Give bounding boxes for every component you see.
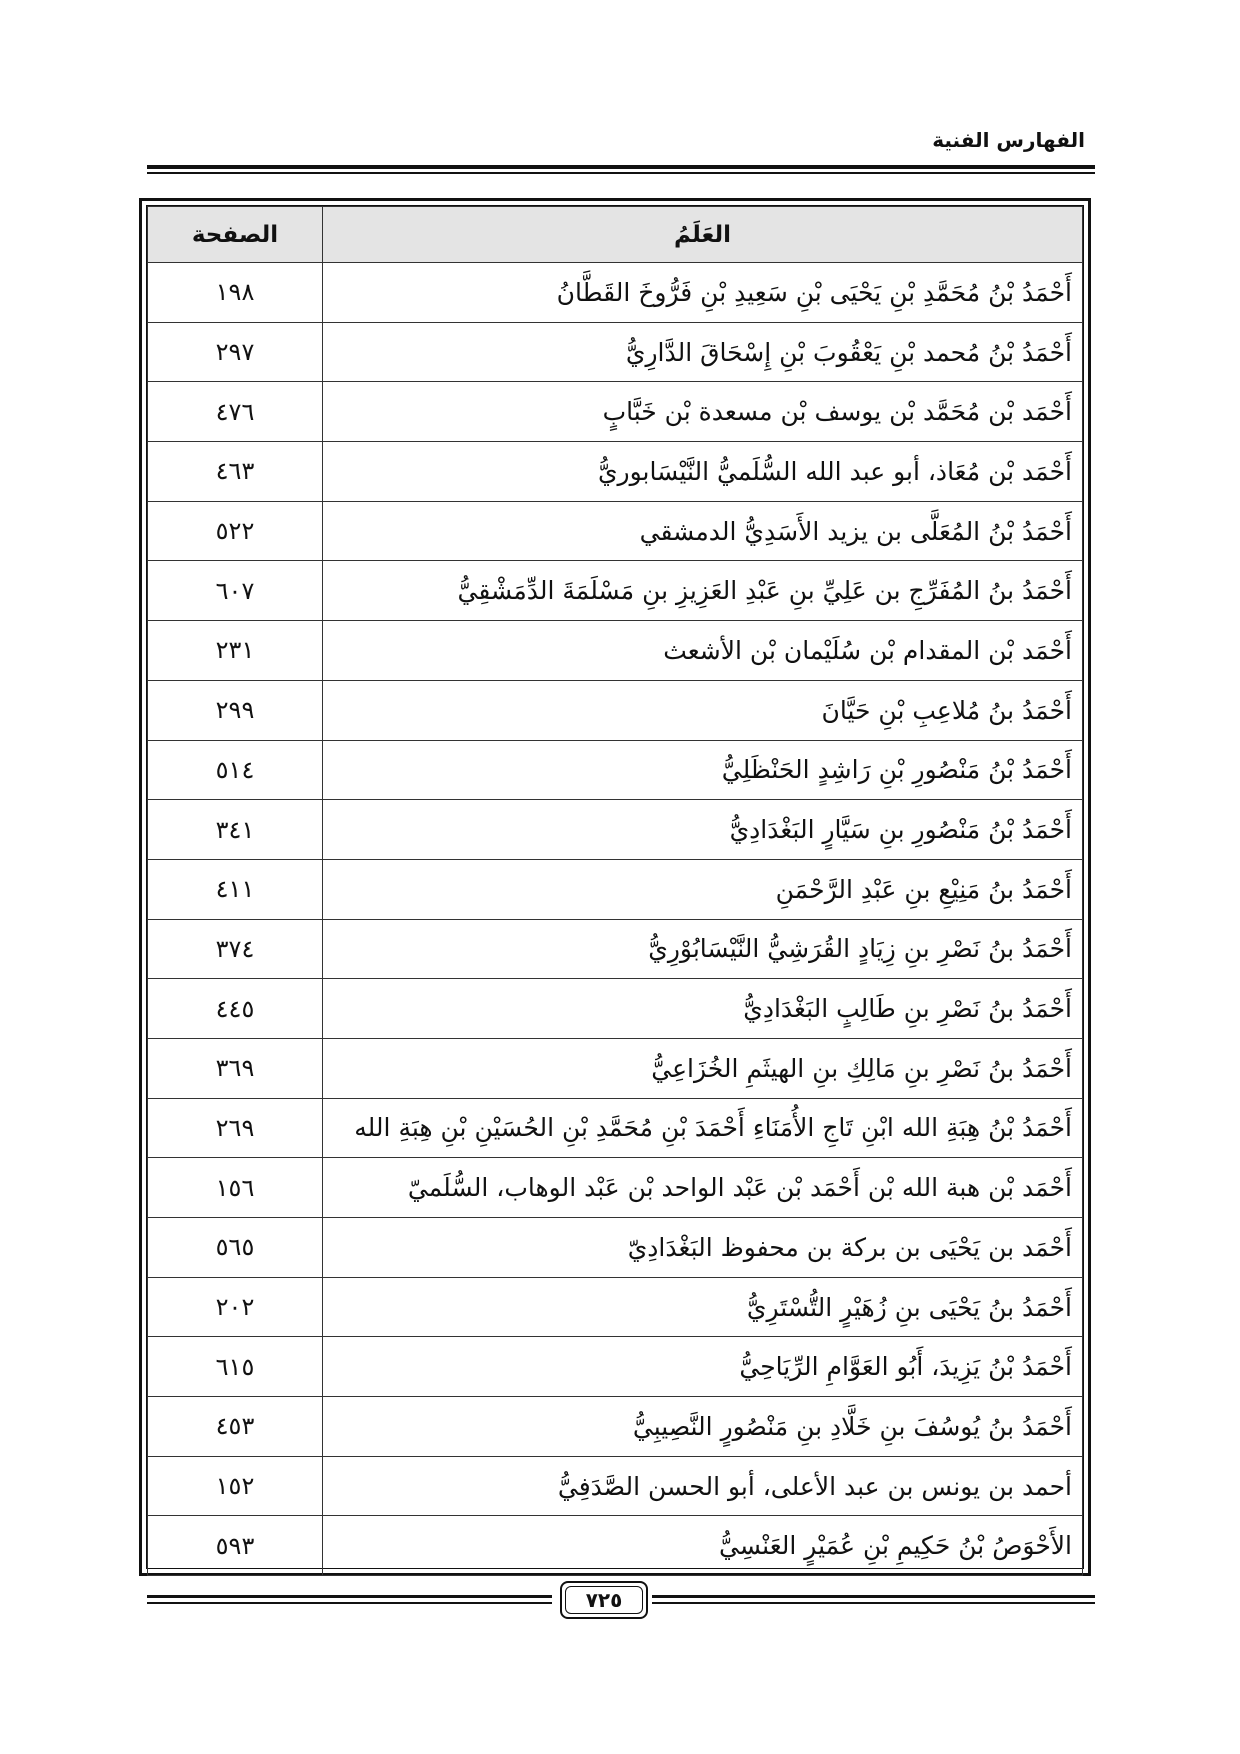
page-reference: ٣٦٩ bbox=[148, 1038, 323, 1098]
index-table-body bbox=[148, 263, 1083, 1576]
table-row bbox=[148, 1397, 1083, 1457]
table-row bbox=[148, 859, 1083, 919]
page-reference: ٢٩٧ bbox=[148, 322, 323, 382]
person-name: أَحْمَدُ بنُ نَصْرِ بنِ طَالِبٍ البَغْدَادِيُّ bbox=[323, 979, 1083, 1039]
footer-rule-right-thin bbox=[652, 1602, 1095, 1604]
person-name: أَحْمَدُ بنُ يَحْيَى بنِ زُهَيْرٍ التُّسْتَرِيُّ bbox=[323, 1277, 1083, 1337]
page-reference: ٢٠٢ bbox=[148, 1277, 323, 1337]
header-rule-thick bbox=[147, 165, 1095, 169]
index-table-inner-border bbox=[146, 205, 1084, 1569]
table-row bbox=[148, 1456, 1083, 1516]
person-name: أَحْمَد بْن هبة الله بْن أَحْمَد بْن عَبْد الواحد بْن عَبْد الوهاب، السُّلَميّ bbox=[323, 1158, 1083, 1218]
page-reference: ٥٩٣ bbox=[148, 1516, 323, 1576]
person-name: أحمد بن يونس بن عبد الأعلى، أبو الحسن الصَّدَفِيُّ bbox=[323, 1456, 1083, 1516]
footer-rule-left-thick bbox=[147, 1595, 552, 1598]
page-reference: ٦١٥ bbox=[148, 1337, 323, 1397]
index-table-frame bbox=[139, 198, 1091, 1576]
page-reference: ٥٢٢ bbox=[148, 501, 323, 561]
table-row bbox=[148, 1098, 1083, 1158]
table-row bbox=[148, 322, 1083, 382]
person-name: أَحْمَد بْن المقدام بْن سُلَيْمان بْن الأشعث bbox=[323, 621, 1083, 681]
person-name: أَحْمَدُ بنُ نَصْرِ بنِ زِيَادٍ القُرَشِيُّ النَّيْسَابُوْرِيُّ bbox=[323, 919, 1083, 979]
page-reference: ١٩٨ bbox=[148, 263, 323, 323]
page-reference: ٣٧٤ bbox=[148, 919, 323, 979]
index-table bbox=[147, 206, 1083, 1576]
page-reference: ٤٦٣ bbox=[148, 442, 323, 502]
page-reference: ٢٩٩ bbox=[148, 680, 323, 740]
table-row bbox=[148, 1516, 1083, 1576]
table-row bbox=[148, 561, 1083, 621]
page-reference: ٤١١ bbox=[148, 859, 323, 919]
person-name: أَحْمَدُ بْنُ مَنْصُورِ بْنِ رَاشِدٍ الحَنْظَلِيُّ bbox=[323, 740, 1083, 800]
person-name: أَحْمَدُ بنُ مَنِيْعِ بنِ عَبْدِ الرَّحْمَنِ bbox=[323, 859, 1083, 919]
table-row bbox=[148, 621, 1083, 681]
person-name: أَحْمَدُ بنُ المُفَرِّجِ بن عَلِيِّ بنِ عَبْدِ العَزِيزِ بنِ مَسْلَمَةَ الدِّمَشْقِيُّ bbox=[323, 561, 1083, 621]
page-reference: ٦٠٧ bbox=[148, 561, 323, 621]
page-number: ٧٢٥ bbox=[560, 1581, 648, 1619]
person-name: أَحْمَد بْن مُحَمَّد بْن يوسف بْن مسعدة بْن خَبَّابٍ bbox=[323, 382, 1083, 442]
footer-rule-right-thick bbox=[652, 1595, 1095, 1598]
person-name: أَحْمَدُ بْنُ يَزِيدَ، أَبُو العَوَّامِ الرِّيَاحِيُّ bbox=[323, 1337, 1083, 1397]
page-reference: ١٥٢ bbox=[148, 1456, 323, 1516]
page-reference: ٣٤١ bbox=[148, 800, 323, 860]
page-reference: ٢٦٩ bbox=[148, 1098, 323, 1158]
person-name: أَحْمَدُ بْنُ هِبَةِ الله ابْنِ تَاجِ الأُمَنَاءِ أَحْمَدَ بْنِ مُحَمَّدِ بْنِ الحُسَيْنِ بْنِ هِبَةِ الله bbox=[323, 1098, 1083, 1158]
person-name: الأَحْوَصُ بْنُ حَكِيمِ بْنِ عُمَيْرٍ العَنْسِيُّ bbox=[323, 1516, 1083, 1576]
page-reference: ٤٧٦ bbox=[148, 382, 323, 442]
table-row bbox=[148, 1277, 1083, 1337]
person-name: أَحْمَدُ بنُ نَصْرِ بنِ مَالِكِ بنِ الهيثَمِ الخُزَاعِيُّ bbox=[323, 1038, 1083, 1098]
table-row bbox=[148, 1038, 1083, 1098]
page-reference: ٥٦٥ bbox=[148, 1218, 323, 1278]
page-reference: ١٥٦ bbox=[148, 1158, 323, 1218]
footer-rule-left-thin bbox=[147, 1602, 552, 1604]
person-name: أَحْمَدُ بنُ مُلاعِبِ بْنِ حَيَّانَ bbox=[323, 680, 1083, 740]
page-reference: ٢٣١ bbox=[148, 621, 323, 681]
person-name: أَحْمَد بْن مُعَاذ، أبو عبد الله السُّلَميُّ النَّيْسَابوريُّ bbox=[323, 442, 1083, 502]
table-row bbox=[148, 382, 1083, 442]
table-row bbox=[148, 740, 1083, 800]
table-row bbox=[148, 919, 1083, 979]
table-row bbox=[148, 979, 1083, 1039]
person-name: أَحْمَدُ بْنُ مُحمد بْنِ يَعْقُوبَ بْنِ إِسْحَاقَ الدَّارِيُّ bbox=[323, 322, 1083, 382]
table-row bbox=[148, 263, 1083, 323]
column-header-page: الصفحة bbox=[148, 207, 323, 263]
person-name: أَحْمَدُ بْنُ مَنْصُورِ بنِ سَيَّارٍ البَغْدَادِيُّ bbox=[323, 800, 1083, 860]
table-row bbox=[148, 1158, 1083, 1218]
running-header-title: الفهارس الفنية bbox=[932, 128, 1085, 152]
column-header-name: العَلَمُ bbox=[323, 207, 1083, 263]
page-reference: ٤٤٥ bbox=[148, 979, 323, 1039]
person-name: أَحْمَدُ بْنُ مُحَمَّدِ بْنِ يَحْيَى بْنِ سَعِيدِ بْنِ فَرُّوخَ القَطَّانُ bbox=[323, 263, 1083, 323]
table-row bbox=[148, 442, 1083, 502]
table-row bbox=[148, 800, 1083, 860]
table-header-row bbox=[148, 207, 1083, 263]
page-reference: ٥١٤ bbox=[148, 740, 323, 800]
table-row bbox=[148, 1218, 1083, 1278]
table-row bbox=[148, 501, 1083, 561]
table-row bbox=[148, 680, 1083, 740]
person-name: أَحْمَدُ بنُ يُوسُفَ بنِ خَلَّادِ بنِ مَنْصُورٍ النَّصِيبِيُّ bbox=[323, 1397, 1083, 1457]
person-name: أَحْمَد بن يَحْيَى بن بركة بن محفوظ البَغْدَادِيّ bbox=[323, 1218, 1083, 1278]
person-name: أَحْمَدُ بْنُ المُعَلَّى بن يزيد الأَسَدِيُّ الدمشقي bbox=[323, 501, 1083, 561]
page-reference: ٤٥٣ bbox=[148, 1397, 323, 1457]
table-row bbox=[148, 1337, 1083, 1397]
header-rule-thin bbox=[147, 172, 1095, 174]
